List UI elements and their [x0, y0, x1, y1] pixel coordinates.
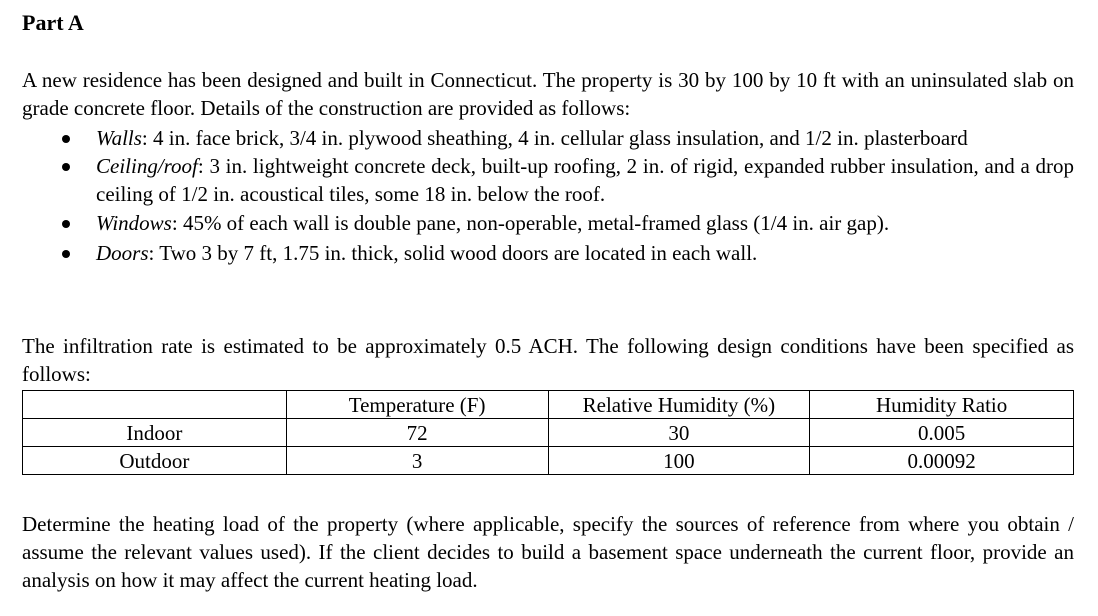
table-cell: Outdoor	[23, 447, 287, 475]
table-cell: 0.005	[810, 419, 1074, 447]
intro-paragraph: A new residence has been designed and built in Connecticut. The property is 30 by 100 by 10 ft with an uninsulated slab on grade concrete floor. Details of the construction are provided as follows:	[22, 68, 1074, 120]
list-item	[62, 124, 1074, 152]
item-term: Doors	[96, 241, 149, 265]
section-heading: Part A	[22, 10, 84, 35]
table-cell: Indoor	[23, 419, 287, 447]
table-cell: 72	[286, 419, 548, 447]
bullet-icon	[62, 250, 70, 258]
table-row	[23, 447, 1074, 475]
table-cell: 0.00092	[810, 447, 1074, 475]
table-header-cell: Relative Humidity (%)	[548, 391, 810, 419]
table-header-cell	[23, 391, 287, 419]
item-term: Walls	[96, 126, 142, 150]
item-text: : 45% of each wall is double pane, non-operable, metal-framed glass (1/4 in. air gap).	[171, 211, 890, 235]
infiltration-paragraph: The infiltration rate is estimated to be approximately 0.5 ACH. The following design conditions have been specified as follows:	[22, 334, 1074, 386]
table-row	[23, 419, 1074, 447]
item-text: : 4 in. face brick, 3/4 in. plywood sheathing, 4 in. cellular glass insulation, and 1/2 in. plasterboard	[141, 126, 968, 150]
list-item	[62, 208, 1074, 238]
item-term: Ceiling/roof	[96, 154, 198, 178]
construction-details-list	[62, 124, 1074, 268]
task-paragraph: Determine the heating load of the property (where applicable, specify the sources of reference from where you obtain / assume the relevant values used). If the client decides to build a basement space underneath the current floor, provide an analysis on how it may affect the current heating load.	[22, 512, 1074, 592]
bullet-icon	[62, 135, 70, 143]
table-cell: 30	[548, 419, 810, 447]
bullet-icon	[62, 220, 70, 228]
bullet-icon	[62, 163, 70, 171]
item-term: Windows	[96, 211, 172, 235]
list-item	[62, 238, 1074, 268]
list-item	[62, 152, 1074, 208]
item-text: : Two 3 by 7 ft, 1.75 in. thick, solid wood doors are located in each wall.	[148, 241, 758, 265]
design-conditions-table	[22, 390, 1074, 475]
table-header-cell: Humidity Ratio	[810, 391, 1074, 419]
table-header-cell: Temperature (F)	[286, 391, 548, 419]
table-cell: 3	[286, 447, 548, 475]
table-cell: 100	[548, 447, 810, 475]
item-text: : 3 in. lightweight concrete deck, built-up roofing, 2 in. of rigid, expanded rubber insulation, and a drop ceiling of 1/2 in. acoustical tiles, some 18 in. below the roof.	[96, 154, 1074, 206]
table-header-row	[23, 391, 1074, 419]
